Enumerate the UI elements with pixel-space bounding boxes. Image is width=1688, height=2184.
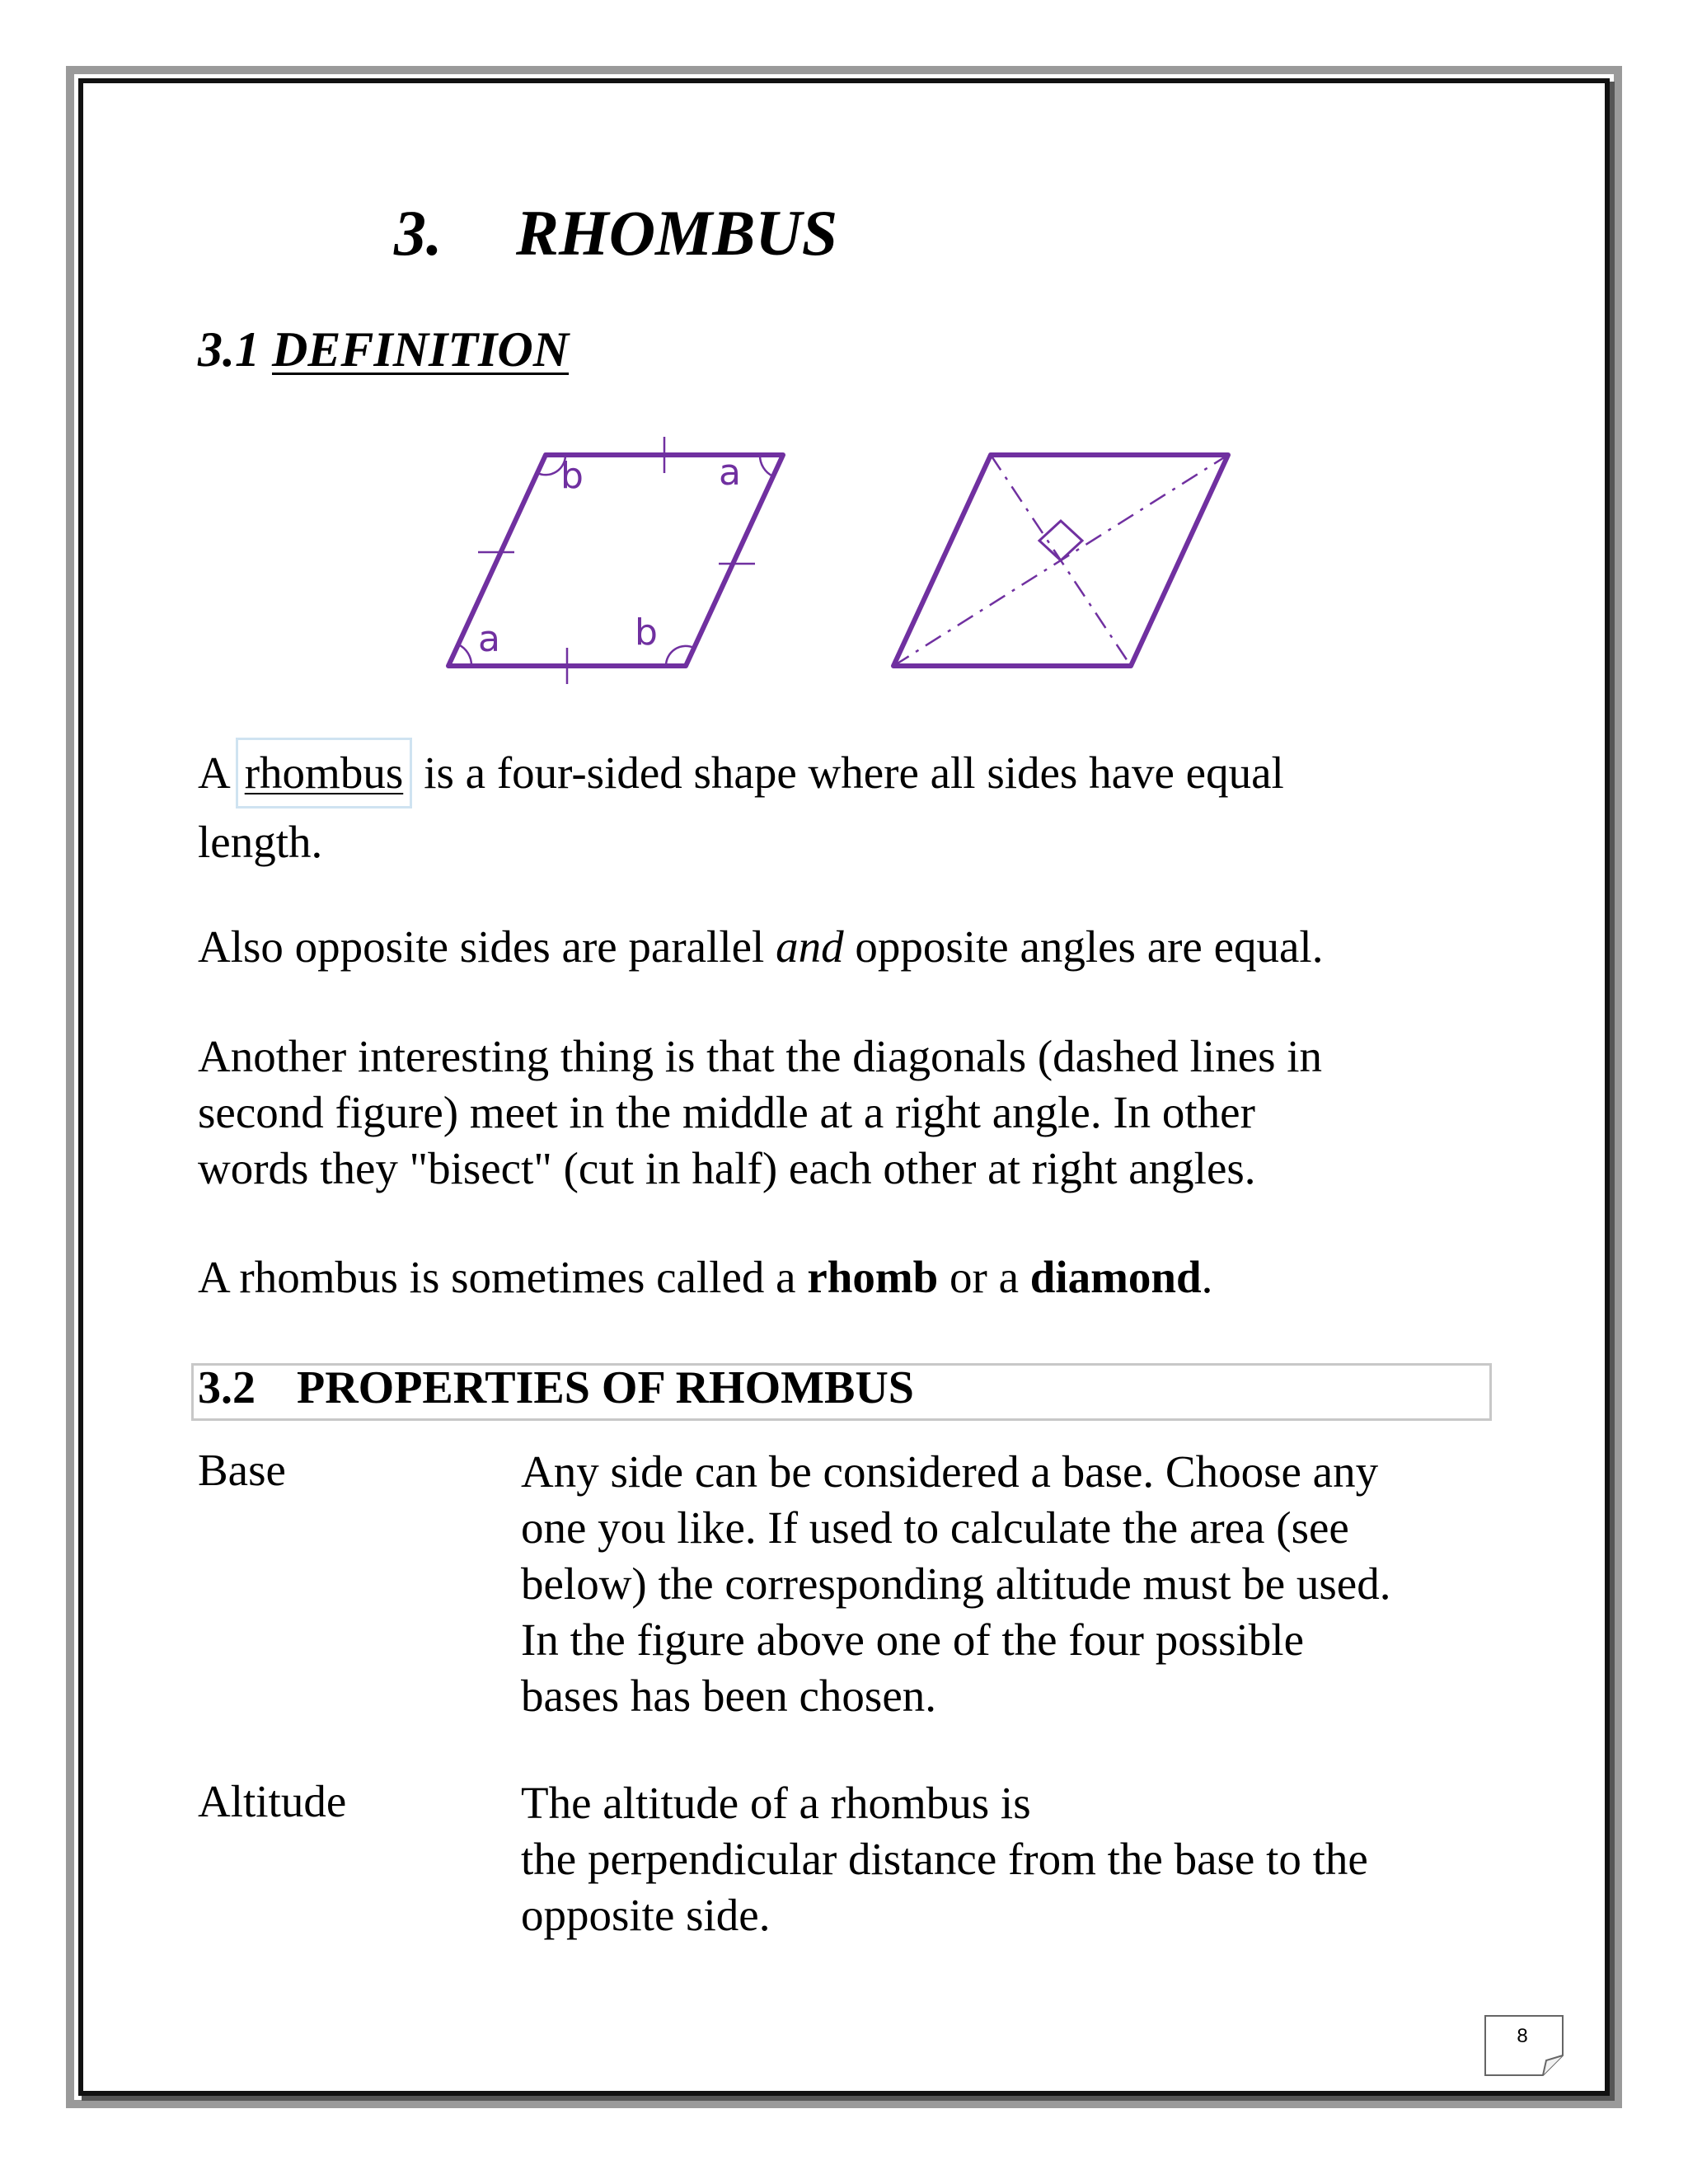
parallel-sides-paragraph xyxy=(198,919,1323,975)
property-desc-base-line: one you like. If used to calculate the area (see xyxy=(521,1502,1349,1553)
property-label-base: Base xyxy=(198,1445,286,1495)
chapter-title xyxy=(394,196,837,270)
angle-label: a xyxy=(478,618,500,660)
angle-arc-top-right xyxy=(760,455,773,476)
diagonals-paragraph-line2: second figure) meet in the middle at a right angle. In other xyxy=(198,1087,1255,1137)
property-desc-base-line: bases has been chosen. xyxy=(521,1671,936,1721)
right-angle-marker xyxy=(1039,521,1082,560)
property-desc-altitude-line: The altitude of a rhombus is xyxy=(521,1778,1031,1828)
section-heading-text: DEFINITION xyxy=(272,322,570,377)
section-number: 3.1 xyxy=(198,322,260,377)
section-number: 3.2 xyxy=(198,1362,256,1413)
page-border-shadow-bottom xyxy=(82,2096,1615,2101)
diagonals-paragraph-line1: Another interesting thing is that the diagonals (dashed lines in xyxy=(198,1031,1323,1081)
term-text: rhombus xyxy=(244,748,404,798)
emphasis-text: and xyxy=(776,921,844,972)
term-link-rhombus[interactable] xyxy=(236,738,413,808)
page-border-shadow-right xyxy=(1610,82,1615,2099)
rhombus-diagonals-figure xyxy=(874,429,1253,692)
bold-term: diamond xyxy=(1029,1252,1202,1302)
rhombus-angles-figure xyxy=(429,429,808,692)
text-span: is a four-sided shape where all sides have equal xyxy=(424,748,1284,798)
property-label-altitude: Altitude xyxy=(198,1776,347,1826)
section-heading-text: PROPERTIES OF RHOMBUS xyxy=(297,1362,914,1413)
angle-label: b xyxy=(635,612,658,654)
bold-term: rhomb xyxy=(807,1252,939,1302)
chapter-number: 3. xyxy=(394,197,443,269)
text-span: . xyxy=(1201,1252,1213,1302)
chapter-title-text: RHOMBUS xyxy=(516,197,838,269)
angle-label: b xyxy=(560,455,584,497)
section-heading-properties xyxy=(198,1361,914,1414)
property-desc-base-line: Any side can be considered a base. Choose any xyxy=(521,1446,1379,1497)
text-span: Also opposite sides are parallel xyxy=(198,921,776,972)
text-span: A rhombus is sometimes called a xyxy=(198,1252,808,1302)
angle-arc-bottom-left xyxy=(458,644,471,666)
property-desc-altitude-line: the perpendicular distance from the base to the xyxy=(521,1834,1368,1884)
property-desc-base-line: below) the corresponding altitude must be used. xyxy=(521,1558,1391,1609)
definition-paragraph-line2: length. xyxy=(198,817,323,867)
property-desc-altitude-line: opposite side. xyxy=(521,1890,771,1940)
property-desc-base-line: In the figure above one of the four possible xyxy=(521,1615,1304,1665)
section-heading-definition xyxy=(198,321,569,378)
page-number: 8 xyxy=(1517,2025,1528,2047)
text-span: opposite angles are equal. xyxy=(843,921,1324,972)
alias-paragraph xyxy=(198,1249,1212,1305)
text-span: A xyxy=(198,748,231,798)
definition-paragraph xyxy=(198,738,1284,808)
diagonals-paragraph-line3: words they "bisect" (cut in half) each other at right angles. xyxy=(198,1143,1256,1193)
angle-label: a xyxy=(719,452,741,494)
text-span: or a xyxy=(938,1252,1030,1302)
